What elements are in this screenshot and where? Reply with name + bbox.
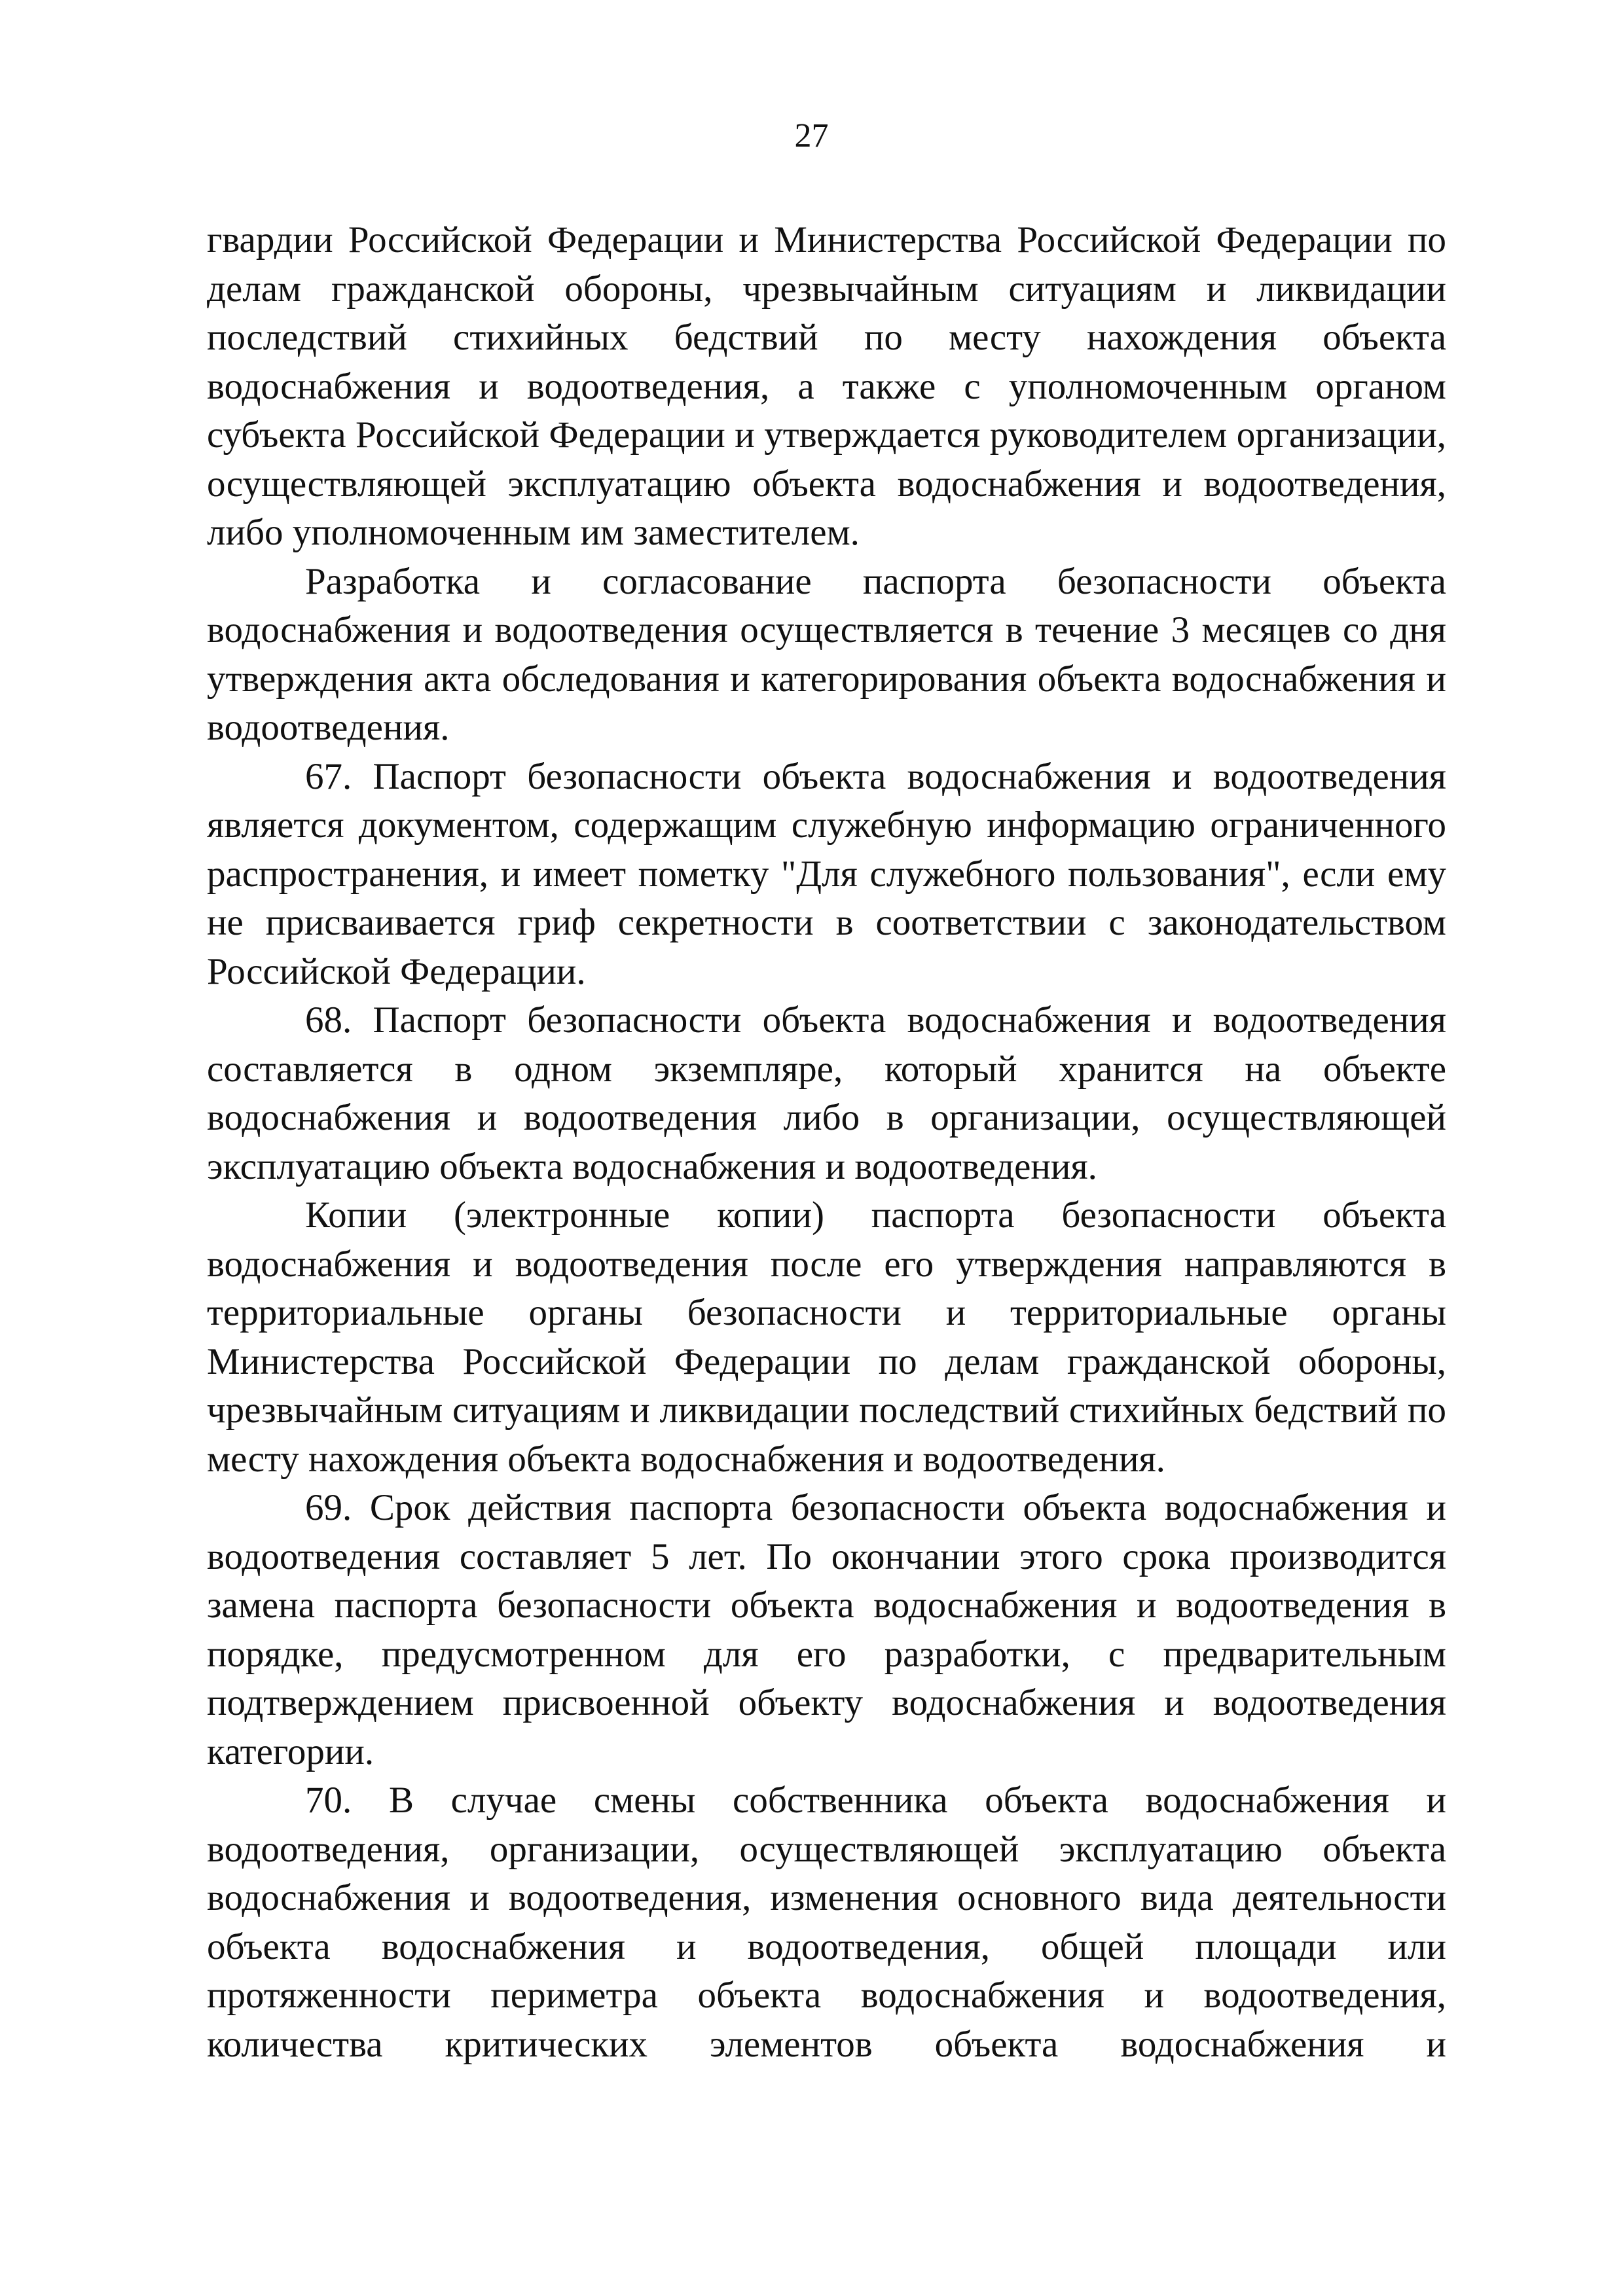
document-body — [207, 216, 1446, 2069]
paragraph-item-67: 67. Паспорт безопасности объекта водоснабжения и водоотведения является документом, содержащим служебную информацию ограниченного распространения, и имеет пометку "Для служебного пользования", если ему не присваивается гриф секретности в соответствии с законодательством Российской Федерации. — [207, 755, 1446, 992]
paragraph-passport-development: Разработка и согласование паспорта безопасности объекта водоснабжения и водоотведения осуществляется в течение 3 месяцев со дня утверждения акта обследования и категорирования объекта водоснабжения и водоотведения. — [207, 560, 1446, 748]
paragraph-passport-copies: Копии (электронные копии) паспорта безопасности объекта водоснабжения и водоотведения после его утверждения направляются в территориальные органы безопасности и территориальные органы Министерства Российской Федерации по делам гражданской обороны, чрезвычайным ситуациям и ликвидации последствий стихийных бедствий по месту нахождения объекта водоснабжения и водоотведения. — [207, 1194, 1446, 1480]
page-number: 27 — [794, 117, 829, 154]
paragraph-item-68: 68. Паспорт безопасности объекта водоснабжения и водоотведения составляется в одном экземпляре, который хранится на объекте водоснабжения и водоотведения либо в организации, осуществляющей эксплуатацию объекта водоснабжения и водоотведения. — [207, 999, 1446, 1187]
paragraph-continuation: гвардии Российской Федерации и Министерства Российской Федерации по делам гражданской обороны, чрезвычайным ситуациям и ликвидации последствий стихийных бедствий по месту нахождения объекта водоснабжения и водоотведения, а также с уполномоченным органом субъекта Российской Федерации и утверждается руководителем организации, осуществляющей эксплуатацию объекта водоснабжения и водоотведения, либо уполномоченным им заместителем. — [207, 219, 1446, 553]
paragraph-item-69: 69. Срок действия паспорта безопасности объекта водоснабжения и водоотведения составляет 5 лет. По окончании этого срока производится замена паспорта безопасности объекта водоснабжения и водоотведения в порядке, предусмотренном для его разработки, с предварительным подтверждением присвоенной объекту водоснабжения и водоотведения категории. — [207, 1487, 1446, 1772]
paragraph-item-70: 70. В случае смены собственника объекта водоснабжения и водоотведения, организации, осуществляющей эксплуатацию объекта водоснабжения и водоотведения, изменения основного вида деятельности объекта водоснабжения и водоотведения, общей площади или протяженности периметра объекта водоснабжения и водоотведения, количества критических элементов объекта водоснабжения и — [207, 1780, 1446, 2065]
